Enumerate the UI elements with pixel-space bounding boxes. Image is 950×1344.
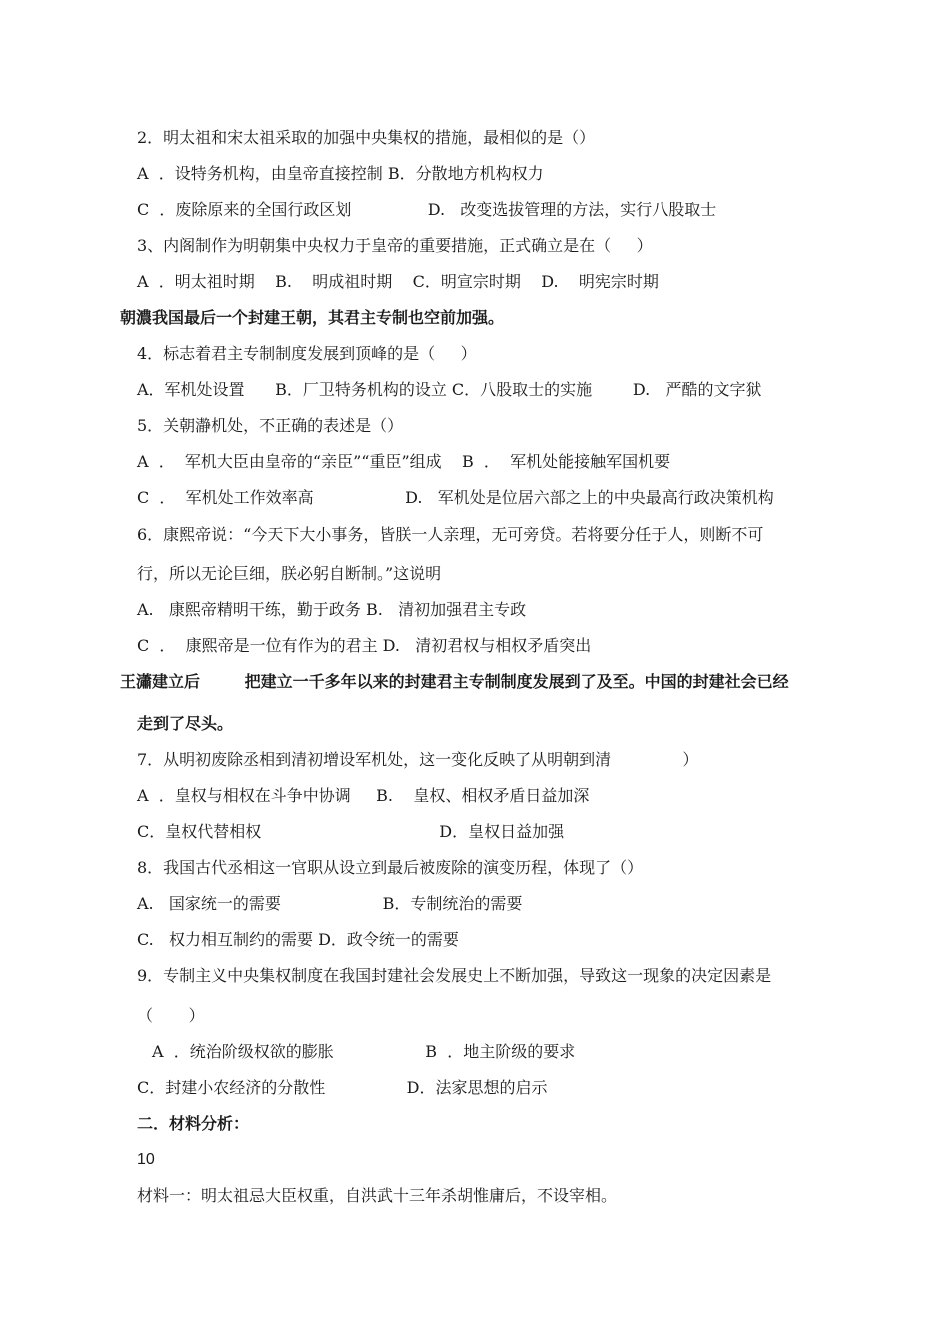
question-8-options-ab: A. 国家统一的需要 B．专制统治的需要 bbox=[137, 894, 523, 913]
question-10-number: 10 bbox=[137, 1151, 155, 1168]
question-3-options: A ．明太祖时期 B. 明成祖时期 C．明宣宗时期 D. 明宪宗时期 bbox=[137, 272, 659, 291]
question-9-options-cd: C．封建小农经济的分散性 D．法家思想的启示 bbox=[137, 1078, 548, 1097]
question-6-stem-line1: 6．康熙帝说：“今天下大小事务，皆朕一人亲理，无可旁贷。若将要分任于人，则断不可 bbox=[137, 525, 764, 544]
question-5-options-ab: A ． 军机大臣由皇帝的“亲臣”“重臣”组成 B ． 军机处能接触军国机要 bbox=[137, 452, 671, 471]
question-8-options-cd: C. 权力相互制约的需要 D．政令统一的需要 bbox=[137, 930, 459, 949]
question-7-options-cd: C．皇权代替相权 D．皇权日益加强 bbox=[137, 822, 565, 841]
section-heading-qing: 朝濃我国最后一个封建王朝，其君主专制也空前加强。 bbox=[120, 308, 505, 327]
question-2-options-ab: A ．设特务机构，由皇帝直接控制 B．分散地方机构权力 bbox=[137, 164, 544, 183]
question-2-options-cd: C ．废除原来的全国行政区划 D. 改变选拔管理的方法，实行八股取士 bbox=[137, 200, 717, 219]
question-7-options-ab: A ．皇权与相权在斗争中协调 B. 皇权、相权矛盾日益加深 bbox=[137, 786, 590, 805]
section-heading-material-analysis: 二．材料分析： bbox=[137, 1114, 250, 1133]
summary-line-1: 王瀟建立后 把建立一千多年以来的封建君主专制制度发展到了及至。中国的封建社会已经 bbox=[120, 672, 789, 691]
question-9-options-ab: A ．统治阶级权欲的膨胀 B ．地主阶级的要求 bbox=[152, 1042, 576, 1061]
question-6-options-cd: C ． 康熙帝是一位有作为的君主 D. 清初君权与相权矛盾突出 bbox=[137, 636, 592, 655]
summary-line-2: 走到了尽头。 bbox=[137, 714, 234, 733]
question-5-stem: 5．关朝瀞机处，不正确的表述是（） bbox=[137, 416, 404, 435]
question-6-stem-line2: 行，所以无论巨细，朕必躬自断制。”这说明 bbox=[137, 564, 442, 583]
question-4-stem: 4．标志着君主专制制度发展到顶峰的是（ ） bbox=[137, 344, 477, 363]
question-6-options-ab: A. 康熙帝精明干练，勤于政务 B. 清初加强君主专政 bbox=[137, 600, 527, 619]
material-one-text: 材料一：明太祖忌大臣权重，自洪武十三年杀胡惟庸后，不设宰相。 bbox=[137, 1186, 618, 1205]
question-8-stem: 8．我国古代丞相这一官职从设立到最后被废除的演变历程，体现了（） bbox=[137, 858, 644, 877]
question-4-options: A．军机处设置 B．厂卫特务机构的设立 C．八股取士的实施 D. 严酷的文字狱 bbox=[137, 380, 762, 399]
question-9-stem: 9．专制主义中央集权制度在我国封建社会发展史上不断加强，导致这一现象的决定因素是 bbox=[137, 966, 772, 985]
question-5-options-cd: C ． 军机处工作效率高 D. 军机处是位居六部之上的中央最高行政决策机构 bbox=[137, 488, 774, 507]
question-2-stem: 2．明太祖和宋太祖采取的加强中央集权的措施，最相似的是（） bbox=[137, 128, 596, 147]
question-7-stem: 7．从明初废除丞相到清初增设军机处，这一变化反映了从明朝到清 ） bbox=[137, 750, 699, 769]
question-3-stem: 3、内阁制作为明朝集中央权力于皇帝的重要措施，正式确立是在（ ） bbox=[137, 236, 653, 255]
question-9-blank: （ ） bbox=[137, 1006, 205, 1025]
